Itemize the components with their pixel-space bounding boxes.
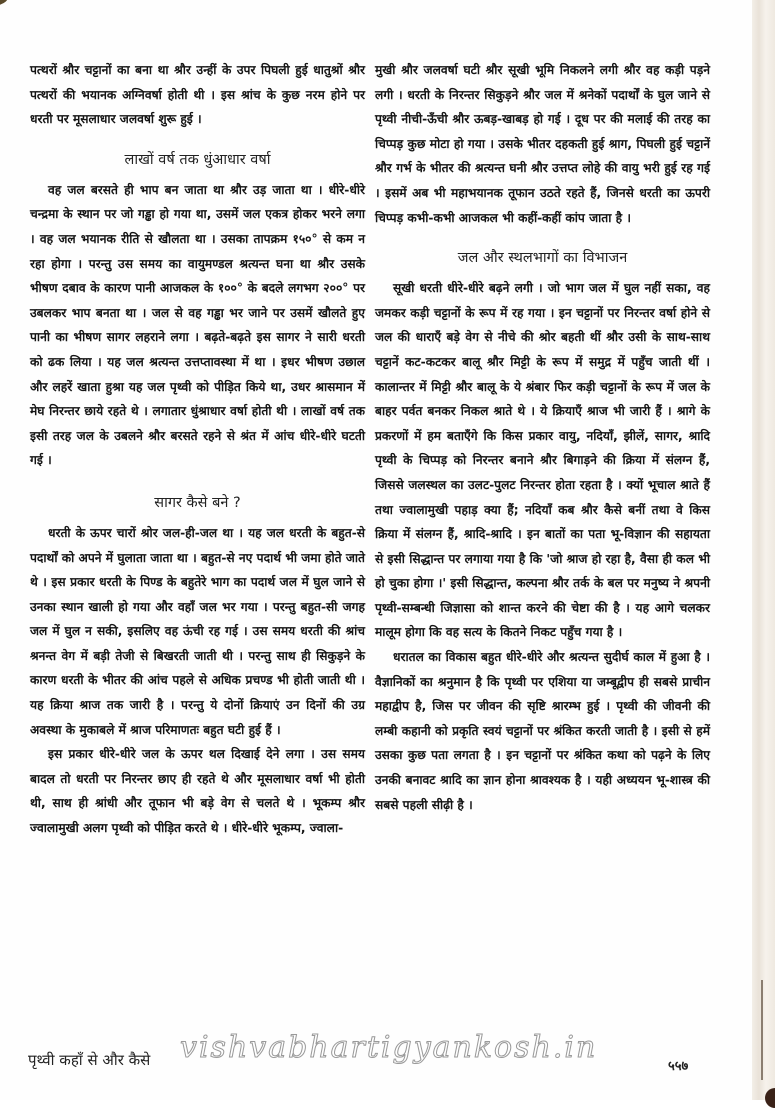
section-heading-rainfall: लाखों वर्ष तक धुंआधार वर्षा: [124, 151, 271, 168]
section-heading-oceans: सागर कैसे बने ?: [154, 494, 241, 511]
body-paragraph: धरातल का विकास बहुत धीरे-धीरे और श्रत्यन्त सुदीर्घ काल में हुआ है । वैज्ञानिकों का श्रनुमान है कि पृथ्वी पर एशिया या जम्बूद्वीप ही सबसे प्राचीन महाद्वीप है, जिस पर जीवन की सृष्टि श्रारम्भ हुई । पृथ्वी की जीवनी की लम्बी कहानी को प्रकृति स्वयं चट्टानों पर श्रंकित करती जाती है । इसी से हमें उसका कुछ पता लगता है । इन चट्टानों पर श्रंकित कथा को पढ़ने के लिए उनकी बनावट श्रादि का ज्ञान होना श्रावश्यक है । यही अध्ययन भू-शास्त्र की सबसे पहली सीढ़ी है ।: [375, 650, 710, 812]
body-paragraph: सूखी धरती धीरे-धीरे बढ़ने लगी । जो भाग जल में घुल नहीं सका, वह जमकर कड़ी चट्टानों के रूप में रह गया । इन चट्टानों पर निरन्तर वर्षा होने से जल की धाराएँ बड़े वेग से नीचे की श्रोर बहती थीं श्रौर उसी के साथ-साथ चट्टानें कट-कटकर बालू श्रौर मिट्टी के रूप में समुद्र में पहुँच जाती थीं । कालान्तर में मिट्टी श्रौर बालू के ये श्रंबार फिर कड़ी चट्टानों के रूप में जल के बाहर पर्वत बनकर निकल श्राते थे । ये क्रियाएँ श्राज भी जारी हैं । श्रागे के प्रकरणों में हम बताएँगे कि किस प्रकार वायु, नदियाँ, झीलें, सागर, श्रादि पृथ्वी के चिप्पड़ को निरन्तर बनाने श्रौर बिगाड़ने की क्रिया में संलग्न हैं, जिससे जलस्थल का उलट-पुलट निरन्तर होता रहता है । क्यों भूचाल श्राते हैं तथा ज्वालामुखी पहाड़ क्या हैं; नदियाँ कब श्रौर कैसे बनीं तथा वे किस क्रिया में संलग्न हैं, श्रादि-श्रादि । इन बातों का पता भू-विज्ञान की सहायता से इसी सिद्धान्त पर लगाया गया है कि 'जो श्राज हो रहा है, वैसा ही कल भी हो चुका होगा ।' इसी सिद्धान्त, कल्पना श्रौर तर्क के बल पर मनुष्य ने श्रपनी पृथ्वी-सम्बन्धी जिज्ञासा को शान्त करने की चेष्टा की है । यह आगे चलकर मालूम होगा कि वह सत्य के कितने निकट पहुँच गया है ।: [375, 281, 710, 640]
intro-paragraph: पत्थरों श्रौर चट्टानों का बना था श्रौर उन्हीं के उपर पिघली हुई धातुश्रों श्रौर पत्थरों की भयानक अग्निवर्षा होती थी । इस श्रांच के कुछ नरम होने पर धरती पर मूसलाधार जलवर्षा शुरू हुई ।: [30, 63, 365, 127]
body-paragraph: वह जल बरसते ही भाप बन जाता था श्रौर उड़ जाता था । धीरे-धीरे चन्द्रमा के स्थान पर जो गड्ढा हो गया था, उसमें जल एकत्र होकर भरने लगा । वह जल भयानक रीति से खौलता था । उसका तापक्रम १५०° से कम न रहा होगा । परन्तु उस समय का वायुमण्डल श्रत्यन्त घना था श्रौर उसके भीषण दबाव के कारण पानी आजकल के १००° के बदले लगभग २००° पर उबलकर भाप बनता था । जल से वह गड्ढा भर जाने पर उसमें खौलते हुए पानी का भीषण सागर लहराने लगा । बढ़ते-बढ़ते इस सागर ने सारी धरती को ढक लिया । यह जल श्रत्यन्त उत्तप्तावस्था में था । इधर भीषण उछाल और लहरें खाता हुश्रा यह जल पृथ्वी को पीड़ित किये था, उधर श्रासमान में मेघ निरन्तर छाये रहते थे । लगातार धुंश्राधार वर्षा होती थी । लाखों वर्ष तक इसी तरह जल के उबलने श्रौर बरसते रहने से श्रंत में आंच धीरे-धीरे घटती गई ।: [30, 182, 365, 468]
watermark: vishvabhartigyankosh.in: [180, 1030, 598, 1065]
body-paragraph: इस प्रकार धीरे-धीरे जल के ऊपर थल दिखाई देने लगा । उस समय बादल तो धरती पर निरन्तर छाए ही रहते थे और मूसलाधार वर्षा भी होती थी, साथ ही श्रांधी और तूफान भी बड़े वेग से चलते थे । भूकम्प श्रौर ज्वालामुखी अलग पृथ्वी को पीड़ित करते थे । धीरे-धीरे भूकम्प, ज्वाला-: [30, 747, 365, 836]
left-column: [30, 58, 365, 841]
page-corner-shadow: [0, 0, 11, 11]
body-paragraph: धरती के ऊपर चारों श्रोर जल-ही-जल था । यह जल धरती के बहुत-से पदार्थों को अपने में घुलाता जाता था । बहुत-से नए पदार्थ भी जमा होते जाते थे । इस प्रकार धरती के पिण्ड के बहुतेरे भाग का पदार्थ जल में घुल जाने से उनका स्थान खाली हो गया और वहाँ जल भर गया । परन्तु बहुत-सी जगह जल में घुल न सकी, इसलिए वह ऊंची रह गई । उस समय धरती की श्रांच श्रनन्त वेग में बड़ी तेजी से बिखरती जाती थी । परन्तु साथ ही सिकुड़ने के कारण धरती के भीतर की आंच पहले से अधिक प्रचण्ड भी होती जाती थी । यह क्रिया श्राज तक जारी है । परन्तु ये दोनों क्रियाएं उन दिनों की उग्र अवस्था के मुकाबले में श्राज परिमाणतः बहुत घटी हुई हैं ।: [30, 525, 365, 737]
page-number: ५५७: [668, 1059, 689, 1074]
binding-crease: [761, 980, 763, 1080]
page-corner-shadow-bottom: [765, 1088, 775, 1108]
book-binding-edge: [752, 0, 775, 1100]
running-footer-title: पृथ्वी कहाँ से और कैसे: [28, 1051, 151, 1069]
section-heading-division: जल और स्थलभागों का विभाजन: [457, 250, 628, 267]
right-column: [375, 58, 710, 817]
continuation-paragraph: मुखी श्रौर जलवर्षा घटी श्रौर सूखी भूमि निकलने लगी श्रौर वह कड़ी पड़ने लगी । धरती के निरन्तर सिकुड़ने श्रौर जल में श्रनेकों पदार्थों के घुल जाने से पृथ्वी नीची-ऊँची श्रौर ऊबड़-खाबड़ हो गई । दूध पर की मलाई की तरह का चिप्पड़ कुछ मोटा हो गया । उसके भीतर दहकती हुई श्राग, पिघली हुई चट्टानें श्रौर गर्भ के भीतर की श्रत्यन्त घनी श्रौर उत्तप्त लोहे की वायु भरी हुई रह गई । इसमें अब भी महाभयानक तूफान उठते रहते हैं, जिनसे धरती का ऊपरी चिप्पड़ कभी-कभी आजकल भी कहीं-कहीं कांप जाता है ।: [375, 63, 710, 225]
